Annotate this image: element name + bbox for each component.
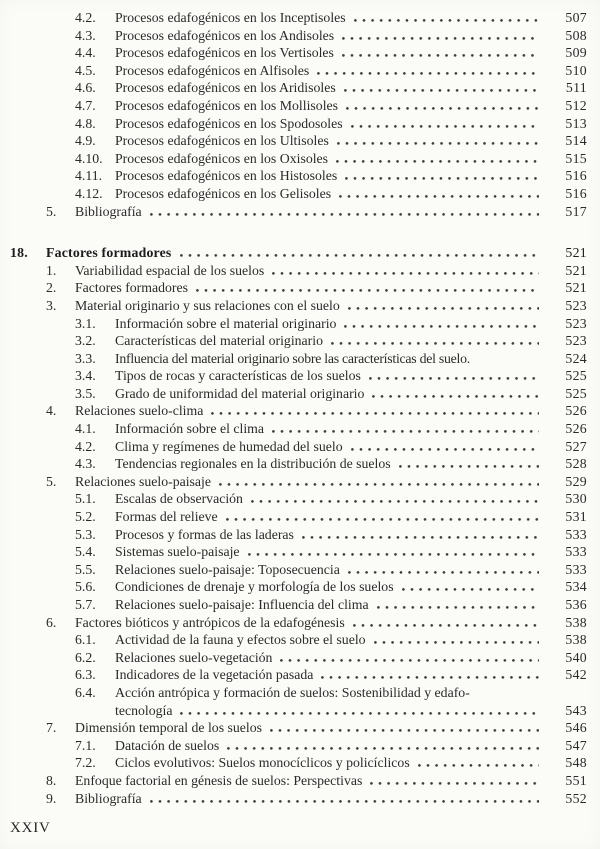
toc-entry-number: 6.4. [75,684,96,700]
toc-entry-title: Relaciones suelo-paisaje: Toposecuencia [115,561,340,577]
toc-entry-title: Procesos y formas de las laderas [115,526,294,542]
toc-entry-title: Influencia del material originario sobre las características del suelo. [115,350,470,366]
toc-entry-page: 536 [565,597,587,612]
toc-entry-title: Procesos edafogénicos en los Ultisoles [115,133,329,149]
toc-entry-number: 4.4. [75,45,96,61]
toc-entry-title: Procesos edafogénicos en los Aridisoles [115,80,336,96]
dot-leader [180,254,539,257]
toc-row [75,27,587,45]
toc-row [75,631,587,649]
toc-row [46,614,587,632]
toc-row [75,9,587,27]
dot-leader [211,412,539,415]
toc-entry-title: Procesos edafogénicos en los Inceptisoles [115,10,346,25]
toc-row [75,367,587,385]
toc-entry-number: 3.4. [75,368,96,384]
toc-entry-title: Dimensión temporal de los suelos [75,720,262,736]
dot-leader [377,606,539,609]
toc-entry-title: Relaciones suelo-paisaje [75,473,212,489]
toc-entry-page: 551 [565,772,587,788]
toc-row [75,315,587,333]
toc-entry-number: 3.5. [75,385,96,401]
toc-entry-page: 525 [565,368,587,384]
toc-entry-title: Ciclos evolutivos: Suelos monocíclicos y policíclicos [115,755,410,771]
toc-entry-number: 4.9. [75,133,96,149]
toc-entry-page: 525 [565,385,587,401]
toc-entry-number: 4.11. [75,168,103,184]
toc-entry-number: 5.6. [75,579,96,595]
toc-row [46,790,587,808]
toc-entry-number: 4.2. [75,10,96,25]
toc-row [75,526,587,544]
toc-entry-number: 3.1. [75,315,96,331]
toc-row [75,97,587,115]
toc-entry-page: 514 [565,133,587,149]
toc-row [75,438,587,456]
toc-entry-page: 552 [565,790,587,806]
dot-leader [348,571,539,574]
toc-entry-title: Clima y regímenes de humedad del suelo [115,438,343,454]
toc-row [75,150,587,168]
dot-leader [344,89,539,92]
toc-entry-title: Factores bióticos y antrópicos de la edafogénesis [75,614,345,630]
toc-entry-page: 538 [565,632,587,648]
toc-entry-number: 4.2. [75,438,96,454]
toc-entry-title: Relaciones suelo-vegetación [115,649,273,665]
table-of-contents [10,9,587,807]
dot-leader [227,747,539,750]
toc-entry-page: 521 [565,280,587,296]
toc-entry-title: Acción antrópica y formación de suelos: Sostenibilidad y edafo- [115,684,470,700]
toc-entry-number: 4.7. [75,97,96,113]
toc-row [75,167,587,185]
dot-leader [370,782,539,785]
toc-entry-number: 5.7. [75,597,96,612]
toc-entry-title: Relaciones suelo-paisaje: Influencia del clima [115,597,369,612]
toc-entry-title-wrap: tecnología [115,702,173,718]
toc-entry-number: 8. [46,772,57,788]
toc-row [75,332,587,350]
dot-leader [150,800,539,803]
toc-entry-number: 4.8. [75,115,96,131]
toc-entry-title: Procesos edafogénicos en los Oxisoles [115,150,329,166]
toc-entry-number: 1. [46,262,57,278]
toc-entry-number: 7. [46,720,57,736]
toc-row [75,44,587,62]
toc-entry-page: 533 [565,561,587,577]
toc-entry-page: 533 [565,526,587,542]
toc-entry-page: 524 [565,350,587,366]
toc-entry-number: 5.5. [75,561,96,577]
toc-chapter-heading [10,244,587,262]
toc-section [10,244,587,807]
toc-entry-number: 4.10. [75,150,103,166]
toc-entry-page: 510 [565,62,587,78]
dot-leader [272,272,539,275]
toc-entry-number: 2. [46,280,57,296]
toc-entry-page: 529 [565,473,587,489]
toc-entry-page: 523 [565,315,587,331]
toc-entry-page: 542 [565,667,587,683]
toc-entry-number: 5.1. [75,491,96,507]
toc-row [75,596,587,614]
toc-chapter-title: Factores formadores [46,245,172,261]
toc-entry-page: 516 [565,168,587,184]
toc-chapter-number: 18. [10,245,28,261]
toc-entry-page: 512 [565,97,587,113]
dot-leader [351,448,539,451]
dot-leader [348,307,539,310]
dot-leader [472,360,539,363]
toc-row [75,132,587,150]
toc-entry-title: Material originario y sus relaciones con el suelo [75,297,340,313]
toc-entry-number: 4.6. [75,80,96,96]
toc-row-continuation [75,702,587,720]
toc-row [75,666,587,684]
toc-entry-title: Procesos edafogénicos en los Andisoles [115,27,335,43]
toc-entry-number: 4. [46,403,57,419]
dot-leader [331,342,539,345]
toc-entry-number: 7.2. [75,755,96,771]
toc-row [46,262,587,280]
toc-entry-title: Indicadores de la vegetación pasada [115,667,314,683]
dot-leader [351,125,539,128]
dot-leader [344,325,539,328]
toc-entry-page: 548 [565,755,587,771]
toc-row [75,115,587,133]
toc-entry-title: Información sobre el clima [115,421,265,437]
toc-entry-page: 511 [565,80,587,96]
toc-entry-title: Datación de suelos [115,737,220,753]
toc-row [75,79,587,97]
toc-entry-number: 6.1. [75,632,96,648]
toc-entry-page: 517 [565,203,587,219]
toc-row [75,737,587,755]
toc-row [46,297,587,315]
toc-entry-title: Procesos edafogénicos en los Histosoles [115,168,338,184]
toc-entry-page: 516 [565,185,587,201]
toc-entry-number: 5.2. [75,509,96,525]
page-number-roman: XXIV [10,820,51,836]
toc-entry-page: 546 [565,720,587,736]
toc-row [46,402,587,420]
toc-entry-number: 4.5. [75,62,96,78]
toc-entry-title: Bibliografía [75,203,142,219]
toc-entry-title: Procesos edafogénicos en los Mollisoles [115,97,339,113]
toc-row [75,649,587,667]
toc-row [46,203,587,221]
toc-entry-title: Escalas de observación [115,491,243,507]
toc-entry-title: Variabilidad espacial de los suelos [75,262,265,278]
toc-entry-page: 523 [565,297,587,313]
toc-entry-title: Actividad de la fauna y efectos sobre el suelo [115,632,366,648]
toc-entry-number: 4.1. [75,421,96,437]
toc-entry-page: 521 [565,262,587,278]
toc-row [75,185,587,203]
dot-leader [302,536,539,539]
dot-leader [280,659,539,662]
toc-entry-page: 534 [565,579,587,595]
toc-row [46,473,587,491]
toc-entry-page: 513 [565,115,587,131]
toc-entry-page: 528 [565,456,587,472]
toc-row [75,684,587,702]
toc-entry-page: 538 [565,614,587,630]
dot-leader [180,712,539,715]
toc-entry-page: 509 [565,45,587,61]
toc-entry-number: 6.3. [75,667,96,683]
toc-entry-number: 3.3. [75,350,96,366]
toc-entry-title: Tendencias regionales en la distribución de suelos [115,456,391,472]
toc-row [75,490,587,508]
toc-entry-title: Procesos edafogénicos en los Gelisoles [115,185,332,201]
toc-row [75,561,587,579]
dot-leader [399,465,539,468]
toc-entry-title: Procesos edafogénicos en los Spodosoles [115,115,343,131]
dot-leader [339,195,539,198]
toc-entry-number: 5.3. [75,526,96,542]
toc-row [75,420,587,438]
toc-row [75,578,587,596]
toc-entry-number: 7.1. [75,737,96,753]
toc-entry-page: 527 [565,438,587,454]
toc-entry-page: 526 [565,403,587,419]
toc-entry-title: Bibliografía [75,790,142,806]
toc-row [46,279,587,297]
toc-entry-number: 5. [46,203,57,219]
toc-row [75,543,587,561]
dot-leader [248,553,539,556]
toc-entry-page: 540 [565,649,587,665]
dot-leader [353,624,539,627]
dot-leader [374,641,539,644]
dot-leader [251,500,539,503]
toc-entry-title: Grado de uniformidad del material originario [115,385,365,401]
dot-leader [317,72,539,75]
dot-leader [321,676,539,679]
toc-entry-page: 530 [565,491,587,507]
toc-entry-page: 531 [565,509,587,525]
toc-entry-title: Factores formadores [75,280,189,296]
toc-entry-title: Información sobre el material originario [115,315,337,331]
dot-leader [196,289,539,292]
toc-entry-title: Sistemas suelo-paisaje [115,544,240,560]
toc-entry-number: 4.3. [75,456,96,472]
dot-leader [345,177,539,180]
toc-row [75,62,587,80]
dot-leader [226,518,539,521]
toc-entry-page: 507 [565,10,587,25]
dot-leader [402,588,539,591]
toc-entry-page: 543 [565,702,587,718]
toc-entry-title: Tipos de rocas y características de los suelos [115,368,361,384]
toc-entry-number: 3.2. [75,333,96,349]
toc-row [75,455,587,473]
toc-row [75,350,587,368]
dot-leader [369,377,539,380]
toc-entry-page: 515 [565,150,587,166]
dot-leader [337,142,539,145]
dot-leader [219,483,539,486]
toc-entry-page: 547 [565,737,587,753]
dot-leader [272,430,539,433]
toc-entry-title: Procesos edafogénicos en Alfisoles [115,62,310,78]
toc-entry-number: 4.12. [75,185,103,201]
dot-leader [354,19,539,22]
toc-section [10,9,587,220]
toc-entry-number: 3. [46,297,57,313]
dot-leader [346,107,539,110]
toc-row [46,772,587,790]
toc-entry-number: 6. [46,614,57,630]
toc-entry-number: 5.4. [75,544,96,560]
toc-entry-number: 9. [46,790,57,806]
toc-entry-title: Características del material originario [115,333,324,349]
dot-leader [372,395,539,398]
toc-entry-title: Formas del relieve [115,509,218,525]
toc-row [75,754,587,772]
dot-leader [342,54,539,57]
toc-entry-page: 508 [565,27,587,43]
dot-leader [342,37,539,40]
toc-chapter-page: 521 [565,245,587,261]
toc-entry-title: Procesos edafogénicos en los Vertisoles [115,45,334,61]
dot-leader [150,213,539,216]
toc-entry-title: Enfoque factorial en génesis de suelos: Perspectivas [75,772,363,788]
toc-row [46,719,587,737]
dot-leader [270,729,539,732]
toc-entry-number: 6.2. [75,649,96,665]
toc-row [75,385,587,403]
toc-row [75,508,587,526]
toc-entry-page: 533 [565,544,587,560]
toc-entry-title: Relaciones suelo-clima [75,403,204,419]
dot-leader [418,764,539,767]
dot-leader [336,160,539,163]
toc-entry-title: Condiciones de drenaje y morfología de los suelos [115,579,394,595]
toc-entry-number: 5. [46,473,57,489]
toc-entry-page: 523 [565,333,587,349]
toc-entry-number: 4.3. [75,27,96,43]
toc-entry-page: 526 [565,421,587,437]
